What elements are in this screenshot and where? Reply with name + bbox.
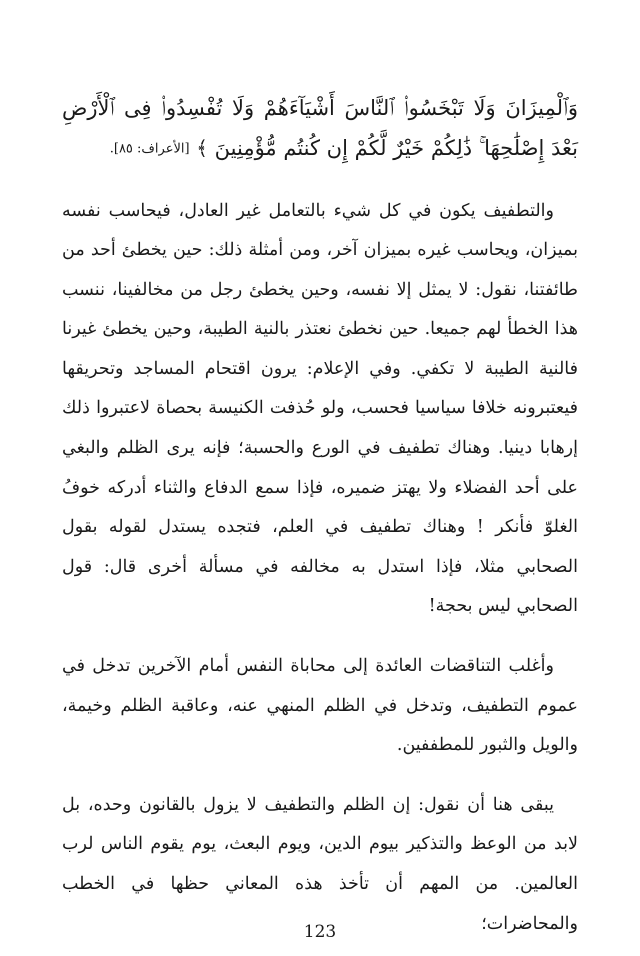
paragraph-admonition: يبقى هنا أن نقول: إن الظلم والتطفيف لا يزول بالقانون وحده، بل لابد من الوعظ والتذكير بيوم الدين، ويوم البعث، يوم يقوم الناس لرب العالمين. من المهم أن تأخذ هذه المعاني حظها في الخطب والمحاضرات؛ xyxy=(62,794,578,934)
paragraph-contradictions: وأغلب التناقضات العائدة إلى محاباة النفس أمام الآخرين تدخل في عموم التطفيف، وتدخل في الظلم المنهي عنه، وعاقبة الظلم وخيمة، والويل والثبور للمطففين. xyxy=(62,656,578,756)
verse-text: وَٱلْمِيزَانَ وَلَا تَبْخَسُوا۟ ٱلنَّاسَ أَشْيَآءَهُمْ وَلَا تُفْسِدُوا۟ فِى ٱلْأَرْضِ بَعْدَ إِصْلَٰحِهَا ۚ ذَٰلِكُمْ خَيْرٌ لَّكُمْ إِن كُنتُم مُّؤْمِنِينَ xyxy=(62,96,578,160)
paragraph-tatfif-examples: والتطفيف يكون في كل شيء بالتعامل غير العادل، فيحاسب نفسه بميزان، ويحاسب غيره بميزان آخر، ومن أمثلة ذلك: حين يخطئ أحد من طائفتنا، نقول: لا يمثل إلا نفسه، وحين يخطئ رجل من مخالفينا، ننسب هذا الخطأ لهم جميعا. حين نخطئ نعتذر بالنية الطيبة، وحين يخطئ غيرنا فالنية الطيبة لا تكفي. وفي الإعلام: يرون اقتحام المساجد وتحريقها فيعتبرونه خلافا سياسيا فحسب، ولو حُذفت الكنيسة بحصاة لاعتبروا ذلك إرهابا دينيا. وهناك تطفيف في الورع والحسبة؛ فإنه يرى الظلم والبغي على أحد الفضلاء ولا يهتز ضميره، فإذا سمع الدفاع والثناء أدركه خوفُ الغلوّ فأنكر ! وهناك تطفيف في العلم، فتجده يستدل لقوله بقول الصحابي مثلا، فإذا استدل به مخالفه في مسألة أخرى قال: قول الصحابي ليس بحجة! xyxy=(62,200,578,617)
quran-verse xyxy=(62,88,578,170)
page-number: 123 xyxy=(303,922,337,942)
verse-reference: [الأعراف: ٨٥]. xyxy=(109,141,190,157)
verse-close-bracket: ﴾ xyxy=(196,136,208,160)
